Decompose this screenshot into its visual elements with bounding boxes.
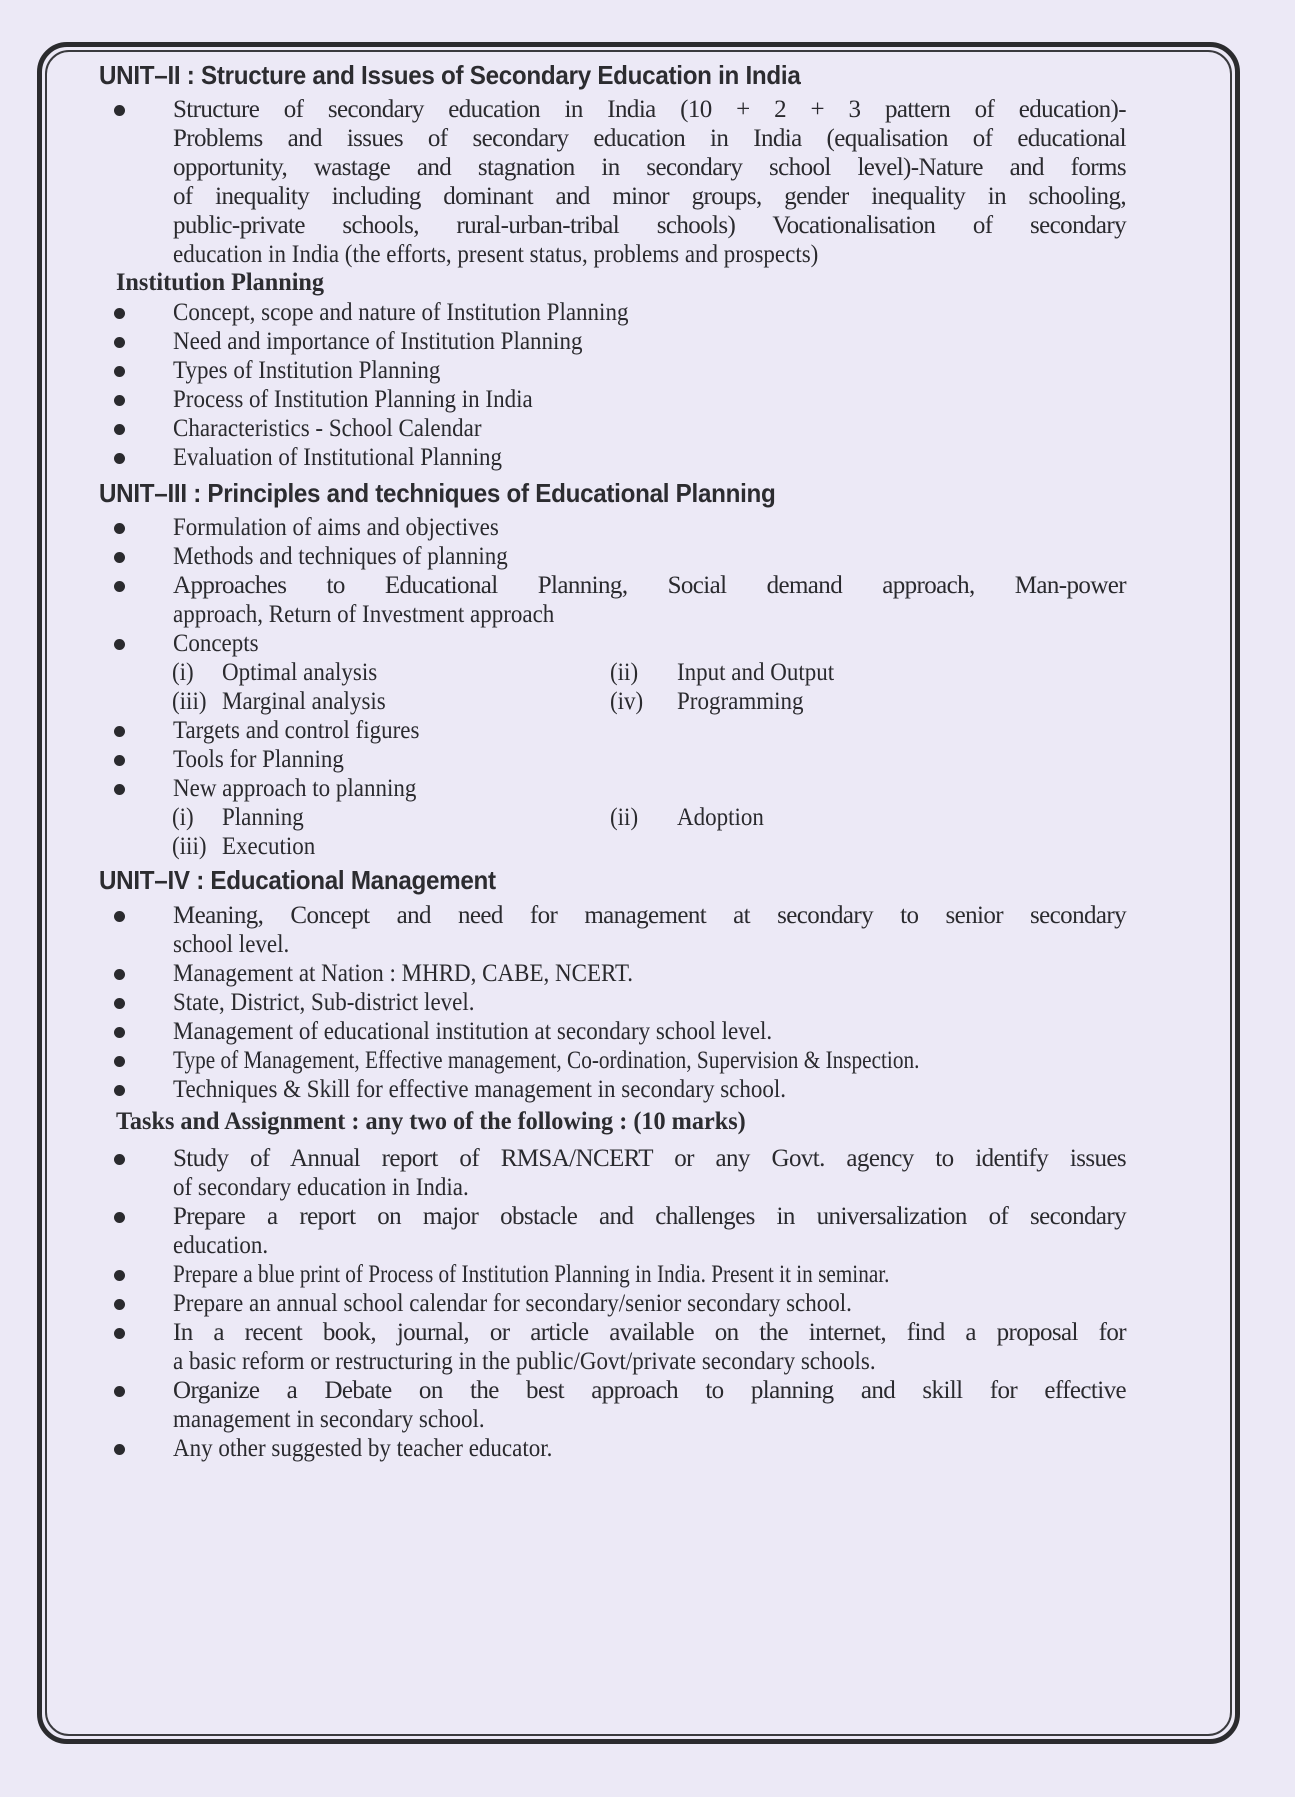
sub-item-number: (ii) bbox=[610, 804, 639, 831]
bullet-icon bbox=[114, 1270, 125, 1281]
list-item-text: Techniques & Skill for effective management in secondary school. bbox=[173, 1076, 787, 1103]
list-item bbox=[0, 1075, 1295, 1104]
bullet-icon bbox=[114, 784, 125, 795]
tasks-heading: Tasks and Assignment : any two of the following : (10 marks) bbox=[116, 1106, 746, 1135]
list-item bbox=[0, 1144, 1295, 1173]
list-item-text: Process of Institution Planning in India bbox=[173, 386, 533, 413]
list-item-text-continued: of secondary education in India. bbox=[173, 1174, 469, 1201]
bullet-icon bbox=[114, 395, 125, 406]
list-item-text: Management at Nation : MHRD, CABE, NCERT. bbox=[173, 960, 634, 987]
bullet-icon bbox=[114, 337, 125, 348]
list-item bbox=[0, 414, 1295, 443]
bullet-icon bbox=[114, 1444, 125, 1455]
list-item-text: Meaning, Concept and need for management at secondary to senior secondary bbox=[173, 902, 1126, 929]
institution-planning-heading: Institution Planning bbox=[116, 267, 325, 296]
bullet-icon bbox=[114, 1212, 125, 1223]
list-item-text-continued: management in secondary school. bbox=[173, 1406, 485, 1433]
unit-2-text-line: opportunity, wastage and stagnation in secondary school level)-Nature and forms bbox=[173, 154, 1126, 181]
list-item-text: Evaluation of Institutional Planning bbox=[173, 444, 502, 471]
bullet-icon bbox=[114, 998, 125, 1009]
list-item-text: Types of Institution Planning bbox=[173, 357, 441, 384]
bullet-icon bbox=[114, 1027, 125, 1038]
list-item-text-continued: approach, Return of Investment approach bbox=[173, 601, 555, 628]
list-item bbox=[0, 1318, 1295, 1347]
list-item bbox=[0, 1202, 1295, 1231]
list-item bbox=[0, 571, 1295, 600]
sub-item-text: Adoption bbox=[677, 804, 764, 831]
list-item bbox=[0, 629, 1295, 658]
bullet-icon bbox=[114, 1328, 125, 1339]
list-item bbox=[0, 385, 1295, 414]
sub-item-text: Marginal analysis bbox=[222, 688, 386, 715]
bullet-icon bbox=[114, 1154, 125, 1165]
bullet-icon bbox=[114, 424, 125, 435]
list-item-text: Targets and control figures bbox=[173, 717, 420, 744]
unit-2-text-line: Structure of secondary education in India (10 + 2 + 3 pattern of education)- bbox=[173, 96, 1126, 123]
list-item-text: Organize a Debate on the best approach to planning and skill for effective bbox=[173, 1377, 1126, 1404]
sub-item-number: (i) bbox=[172, 659, 194, 686]
bullet-icon bbox=[114, 523, 125, 534]
list-item-text: Study of Annual report of RMSA/NCERT or any Govt. agency to identify issues bbox=[173, 1145, 1126, 1172]
list-item-text: Approaches to Educational Planning, Social demand approach, Man-power bbox=[173, 572, 1126, 599]
bullet-icon bbox=[114, 726, 125, 737]
list-item-text-continued: a basic reform or restructuring in the public/Govt/private secondary schools. bbox=[173, 1348, 876, 1375]
list-item-text: New approach to planning bbox=[173, 775, 417, 802]
list-item bbox=[0, 443, 1295, 472]
list-item-text: Type of Management, Effective management, Co-ordination, Supervision & Inspection. bbox=[173, 1047, 920, 1074]
sub-item-text: Input and Output bbox=[677, 659, 835, 686]
bullet-icon bbox=[114, 308, 125, 319]
list-item-text: Prepare an annual school calendar for secondary/senior secondary school. bbox=[173, 1290, 852, 1317]
list-item-text: Concept, scope and nature of Institution Planning bbox=[173, 299, 629, 326]
list-item bbox=[0, 1260, 1295, 1289]
list-item bbox=[0, 1017, 1295, 1046]
list-item-text: Any other suggested by teacher educator. bbox=[173, 1435, 553, 1462]
list-item-text: Need and importance of Institution Planning bbox=[173, 328, 583, 355]
list-item-text: Prepare a report on major obstacle and challenges in universalization of secondary bbox=[173, 1203, 1126, 1230]
list-item-text: Methods and techniques of planning bbox=[173, 543, 508, 570]
sub-item-number: (iii) bbox=[172, 833, 207, 860]
bullet-icon bbox=[114, 1299, 125, 1310]
unit-3-heading: UNIT–III : Principles and techniques of Educational Planning bbox=[99, 478, 776, 508]
list-item bbox=[0, 1376, 1295, 1405]
list-item-text: Formulation of aims and objectives bbox=[173, 514, 499, 541]
list-item bbox=[0, 774, 1295, 803]
sub-item-number: (iv) bbox=[610, 688, 644, 715]
list-item-text: State, District, Sub-district level. bbox=[173, 989, 475, 1016]
list-item bbox=[0, 745, 1295, 774]
bullet-icon bbox=[114, 969, 125, 980]
unit-2-text-line: of inequality including dominant and minor groups, gender inequality in schooling, bbox=[173, 183, 1126, 210]
bullet-icon bbox=[114, 1386, 125, 1397]
list-item-text: Tools for Planning bbox=[173, 746, 344, 773]
sub-item-number: (ii) bbox=[610, 659, 639, 686]
list-item bbox=[0, 901, 1295, 930]
bullet-icon bbox=[114, 581, 125, 592]
bullet-icon bbox=[114, 453, 125, 464]
sub-item-number: (iii) bbox=[172, 688, 207, 715]
list-item bbox=[0, 1046, 1295, 1075]
bullet-icon bbox=[114, 911, 125, 922]
bullet-icon bbox=[114, 1056, 125, 1067]
bullet-icon bbox=[114, 1085, 125, 1096]
list-item-text: Characteristics - School Calendar bbox=[173, 415, 482, 442]
list-item-text: Management of educational institution at secondary school level. bbox=[173, 1018, 773, 1045]
list-item bbox=[0, 988, 1295, 1017]
list-item-text: Prepare a blue print of Process of Institution Planning in India. Present it in seminar. bbox=[173, 1261, 890, 1288]
unit-2-text-line: education in India (the efforts, present status, problems and prospects) bbox=[173, 241, 819, 268]
list-item bbox=[0, 716, 1295, 745]
sub-item-text: Planning bbox=[222, 804, 304, 831]
sub-item-text: Programming bbox=[677, 688, 804, 715]
bullet-icon bbox=[114, 552, 125, 563]
sub-item-text: Execution bbox=[222, 833, 316, 860]
sub-item-number: (i) bbox=[172, 804, 194, 831]
list-item-text: Concepts bbox=[173, 630, 259, 657]
list-item bbox=[0, 959, 1295, 988]
list-item-text: In a recent book, journal, or article available on the internet, find a proposal for bbox=[173, 1319, 1126, 1346]
bullet-icon bbox=[114, 639, 125, 650]
bullet-icon bbox=[114, 366, 125, 377]
unit-4-heading: UNIT–IV : Educational Management bbox=[99, 865, 496, 895]
list-item bbox=[0, 298, 1295, 327]
list-item bbox=[0, 327, 1295, 356]
list-item bbox=[0, 513, 1295, 542]
sub-item-text: Optimal analysis bbox=[222, 659, 378, 686]
list-item bbox=[0, 1434, 1295, 1463]
list-item bbox=[0, 542, 1295, 571]
list-item bbox=[0, 1289, 1295, 1318]
unit-2-text-line: public-private schools, rural-urban-tribal schools) Vocationalisation of secondary bbox=[173, 212, 1126, 239]
bullet-icon bbox=[114, 755, 125, 766]
list-item bbox=[0, 356, 1295, 385]
unit-2-heading: UNIT–II : Structure and Issues of Secondary Education in India bbox=[99, 60, 801, 90]
bullet-icon bbox=[114, 105, 125, 116]
list-item-text-continued: education. bbox=[173, 1232, 269, 1259]
unit-2-text-line: Problems and issues of secondary education in India (equalisation of educational bbox=[173, 125, 1126, 152]
list-item-text-continued: school level. bbox=[173, 931, 290, 958]
